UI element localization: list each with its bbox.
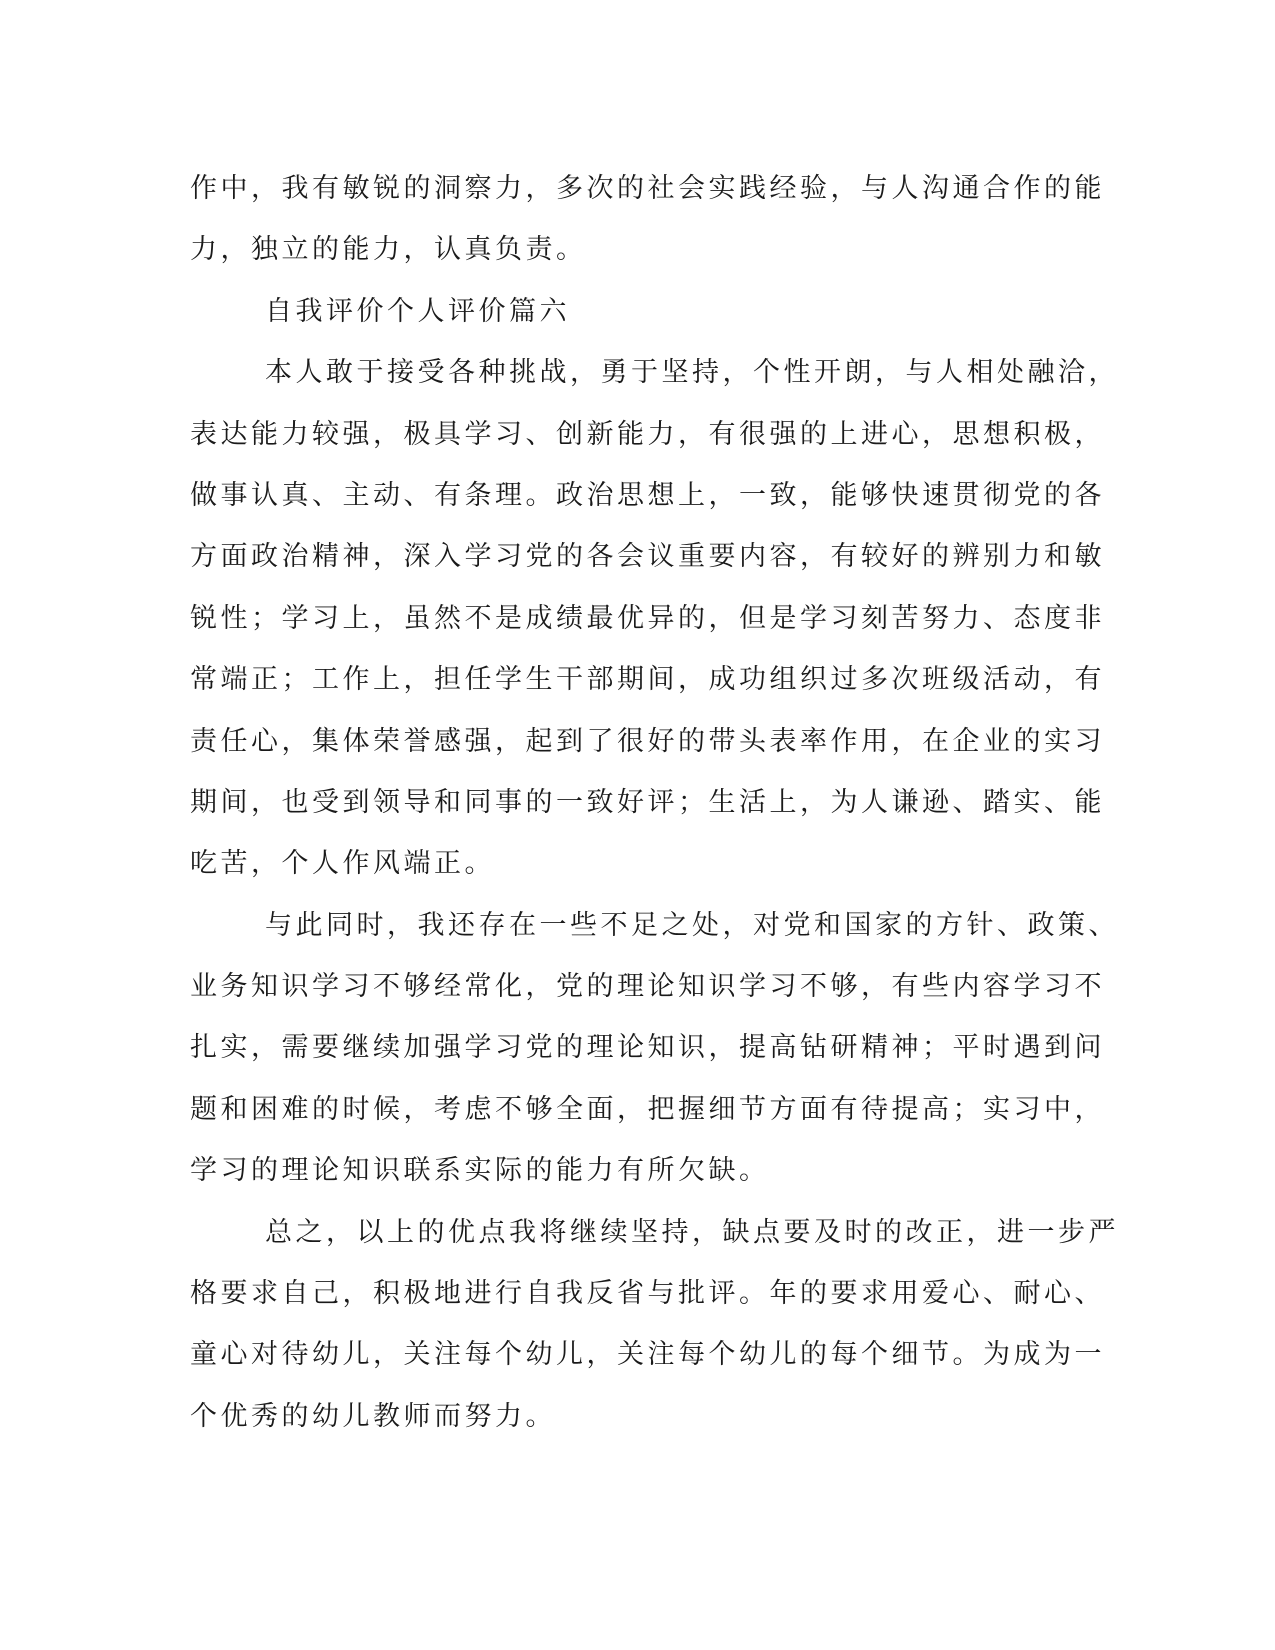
text-line: 做事认真、主动、有条理。政治思想上，一致，能够快速贯彻党的各 xyxy=(190,479,1105,511)
text-line: 童心对待幼儿，关注每个幼儿，关注每个幼儿的每个细节。为成为一 xyxy=(190,1339,1105,1371)
paragraph-first-line: 本人敢于接受各种挑战，勇于坚持，个性开朗，与人相处融洽， xyxy=(265,357,1119,389)
text-line: 扎实，需要继续加强学习党的理论知识，提高钻研精神；平时遇到问 xyxy=(190,1032,1105,1064)
text-line: 学习的理论知识联系实际的能力有所欠缺。 xyxy=(190,1155,770,1187)
text-line: 作中，我有敏锐的洞察力，多次的社会实践经验，与人沟通合作的能 xyxy=(190,173,1105,204)
text-line: 吃苦，个人作风端正。 xyxy=(190,848,495,880)
text-line: 力，独立的能力，认真负责。 xyxy=(190,234,587,266)
paragraph-first-line: 总之，以上的优点我将继续坚持，缺点要及时的改正，进一步严 xyxy=(265,1216,1119,1248)
text-line: 题和困难的时候，考虑不够全面，把握细节方面有待提高；实习中， xyxy=(190,1093,1105,1125)
text-line: 常端正；工作上，担任学生干部期间，成功组织过多次班级活动，有 xyxy=(190,664,1105,696)
document-body xyxy=(190,158,1119,1447)
section-heading: 自我评价个人评价篇六 xyxy=(265,295,570,327)
text-line: 锐性；学习上，虽然不是成绩最优异的，但是学习刻苦努力、态度非 xyxy=(190,602,1105,634)
text-line: 个优秀的幼儿教师而努力。 xyxy=(190,1400,556,1432)
text-line: 方面政治精神，深入学习党的各会议重要内容，有较好的辨别力和敏 xyxy=(190,541,1105,573)
text-line: 格要求自己，积极地进行自我反省与批评。年的要求用爱心、耐心、 xyxy=(190,1278,1105,1310)
text-line: 业务知识学习不够经常化，党的理论知识学习不够，有些内容学习不 xyxy=(190,971,1105,1003)
paragraph-first-line: 与此同时，我还存在一些不足之处，对党和国家的方针、政策、 xyxy=(265,909,1119,941)
text-line: 责任心，集体荣誉感强，起到了很好的带头表率作用，在企业的实习 xyxy=(190,725,1105,757)
text-line: 期间，也受到领导和同事的一致好评；生活上，为人谦逊、踏实、能 xyxy=(190,786,1105,818)
text-line: 表达能力较强，极具学习、创新能力，有很强的上进心，思想积极， xyxy=(190,418,1105,450)
